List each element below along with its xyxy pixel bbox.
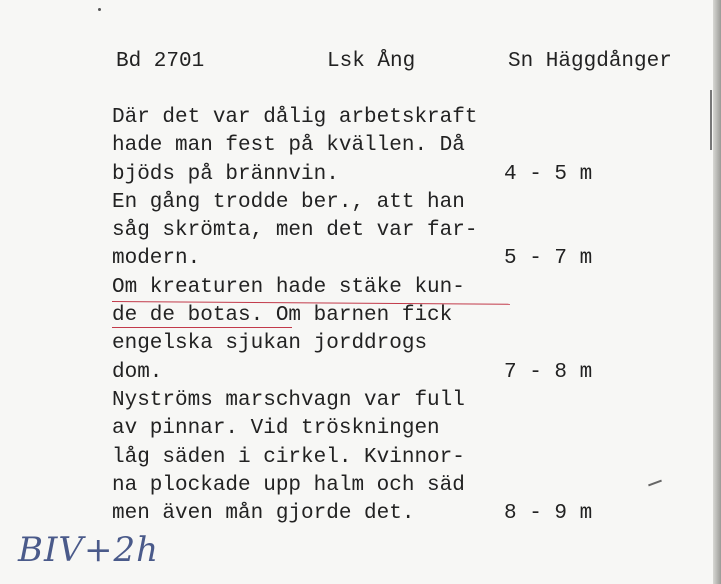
page-reference: 4 - 5 m: [504, 162, 593, 186]
text-line: såg skrömta, men det var far-: [112, 219, 478, 243]
pencil-mark: [648, 480, 662, 487]
page-reference: 5 - 7 m: [504, 247, 593, 271]
text-line: En gång trodde ber., att han: [112, 190, 465, 214]
text-line: dom. 7 - 8 m: [112, 359, 612, 387]
card-text: [112, 104, 612, 528]
text-line: de de botas. Om barnen fick: [112, 304, 453, 328]
red-underline: [112, 327, 292, 328]
text-line: av pinnar. Vid tröskningen: [112, 417, 440, 441]
text-line: Om kreaturen hade stäke kun-: [112, 275, 465, 299]
handwritten-note: BIV+2h: [18, 530, 159, 570]
ink-dot: [98, 8, 101, 11]
text-line: Där det var dålig arbetskraft: [112, 106, 478, 129]
record-number: Bd 2701: [116, 50, 205, 73]
text-line: bjöds på brännvin. 4 - 5 m: [112, 161, 612, 189]
text-line: modern. 5 - 7 m: [112, 245, 612, 273]
text-line: engelska sjukan jorddrogs: [112, 332, 428, 356]
text-line: hade man fest på kvällen. Då: [112, 134, 465, 158]
edge-mark: [710, 90, 712, 150]
page-reference: 7 - 8 m: [504, 360, 593, 384]
parish-name: Sn Häggdånger: [508, 50, 672, 73]
text-line: men även mån gjorde det. 8 - 9 m: [112, 500, 612, 528]
card-edge: [713, 0, 721, 584]
region-code: Lsk Ång: [327, 50, 416, 73]
text-line: na plockade upp halm och säd: [112, 473, 465, 497]
text-line: Nyströms marschvagn var full: [112, 388, 465, 412]
page-reference: 8 - 9 m: [504, 502, 593, 526]
text-line: låg säden i cirkel. Kvinnor-: [112, 445, 465, 469]
